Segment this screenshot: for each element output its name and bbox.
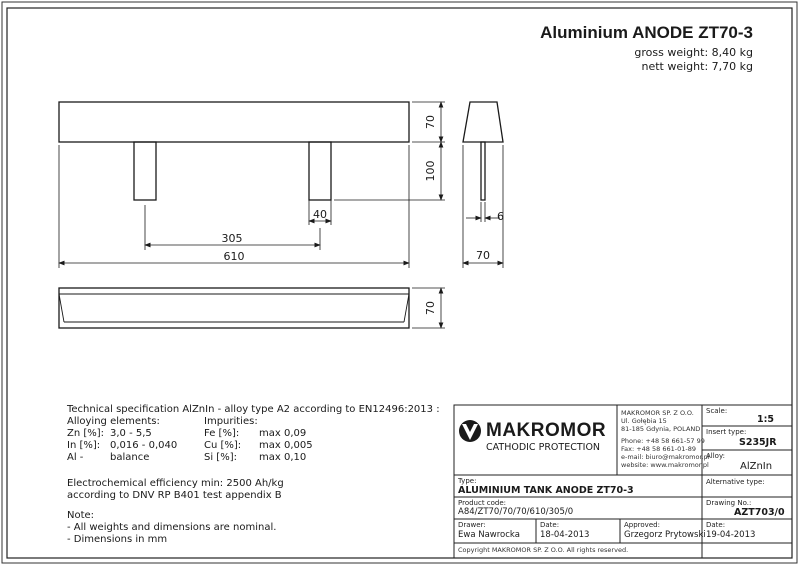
approved-label: Approved: xyxy=(624,521,660,529)
front-view xyxy=(59,102,409,200)
dim-side-width: 70 xyxy=(476,249,490,262)
right-leg xyxy=(309,142,331,200)
date-approved-value: 19-04-2013 xyxy=(706,530,756,540)
left-leg xyxy=(134,142,156,200)
nett-weight: nett weight: 7,70 kg xyxy=(641,60,753,73)
company-website: website: www.makromor.pl xyxy=(621,461,709,469)
impurities-heading: Impurities: xyxy=(204,416,258,427)
date-drawn-label: Date: xyxy=(540,521,560,529)
alloy-value: 3,0 - 5,5 xyxy=(110,428,152,439)
alternative-type-label: Alternative type: xyxy=(706,478,765,486)
scale-value: 1:5 xyxy=(757,414,775,425)
impurity-element: Si [%]: xyxy=(204,452,237,463)
dim-leg-height: 100 xyxy=(424,160,437,182)
alloy-value: AlZnIn xyxy=(740,461,773,472)
product-code-label: Product code: xyxy=(458,499,507,507)
gross-weight: gross weight: 8,40 kg xyxy=(634,46,753,59)
insert-value: S235JR xyxy=(739,437,777,448)
front-dimensions xyxy=(59,102,445,268)
product-code-value: A84/ZT70/70/70/610/305/0 xyxy=(458,507,574,517)
company-fax: Fax: +48 58 661-01-89 xyxy=(621,445,696,453)
anode-body-front xyxy=(59,102,409,142)
alloy-element: Al - xyxy=(67,452,84,463)
drawing-no-value: AZT703/0 xyxy=(734,507,785,518)
dim-core-thickness: 6 xyxy=(497,210,504,223)
alloy-label: Alloy: xyxy=(706,452,725,460)
logo-name: MAKROMOR xyxy=(486,420,607,441)
alloy-element: Zn [%]: xyxy=(67,428,105,439)
impurity-value: max 0,10 xyxy=(259,452,307,463)
plan-view xyxy=(59,288,409,328)
impurity-value: max 0,09 xyxy=(259,428,307,439)
company-phone: Phone: +48 58 661-57 99 xyxy=(621,437,705,445)
drawing-title: Aluminium ANODE ZT70-3 xyxy=(540,23,753,42)
date-drawn-value: 18-04-2013 xyxy=(540,530,590,540)
dim-front-height: 70 xyxy=(424,115,437,129)
insert-label: Insert type: xyxy=(706,428,747,436)
drawer-value: Ewa Nawrocka xyxy=(458,530,520,540)
note-1: - All weights and dimensions are nominal. xyxy=(67,522,277,533)
makromor-logo-icon xyxy=(459,420,481,442)
company-email: e-mail: biuro@makromor.pl xyxy=(621,453,710,461)
dim-total-length: 610 xyxy=(223,250,245,263)
drawer-label: Drawer: xyxy=(458,521,486,529)
alloy-value: 0,016 - 0,040 xyxy=(110,440,178,451)
dim-leg-width: 40 xyxy=(313,208,327,221)
note-heading: Note: xyxy=(67,510,95,521)
note-2: - Dimensions in mm xyxy=(67,534,168,545)
impurity-value: max 0,005 xyxy=(259,440,313,451)
alloy-value: balance xyxy=(110,452,150,463)
side-view xyxy=(463,102,503,200)
impurity-element: Cu [%]: xyxy=(204,440,242,451)
spec-heading: Technical specification AlZnIn - alloy type A2 according to EN12496:2013 : xyxy=(67,404,440,415)
scale-label: Scale: xyxy=(706,407,728,415)
efficiency-line-2: according to DNV RP B401 test appendix B xyxy=(67,490,282,501)
drawing-no-label: Drawing No.: xyxy=(706,499,752,507)
copyright-notice: Copyright MAKROMOR SP. Z O.O. All rights reserved. xyxy=(458,546,629,554)
alloy-element: In [%]: xyxy=(67,440,101,451)
logo-subtitle: CATHODIC PROTECTION xyxy=(486,442,601,453)
type-value: ALUMINIUM TANK ANODE ZT70-3 xyxy=(458,485,634,496)
company-address-2: 81-185 Gdynia, POLAND xyxy=(621,425,701,433)
efficiency-line-1: Electrochemical efficiency min: 2500 Ah/kg xyxy=(67,478,284,489)
alloy-heading: Alloying elements: xyxy=(67,416,160,427)
company-address-1: Ul. Gołębia 15 xyxy=(621,417,667,425)
company-name: MAKROMOR SP. Z O.O. xyxy=(621,409,694,417)
dim-plan-height: 70 xyxy=(424,301,437,315)
dim-leg-spacing: 305 xyxy=(221,232,243,245)
anode-cross-section xyxy=(463,102,503,142)
approved-value: Grzegorz Prytowski xyxy=(624,530,706,540)
date-approved-label: Date: xyxy=(706,521,726,529)
steel-insert-core xyxy=(481,142,485,200)
impurity-element: Fe [%]: xyxy=(204,428,240,439)
type-label: Type: xyxy=(458,477,477,485)
